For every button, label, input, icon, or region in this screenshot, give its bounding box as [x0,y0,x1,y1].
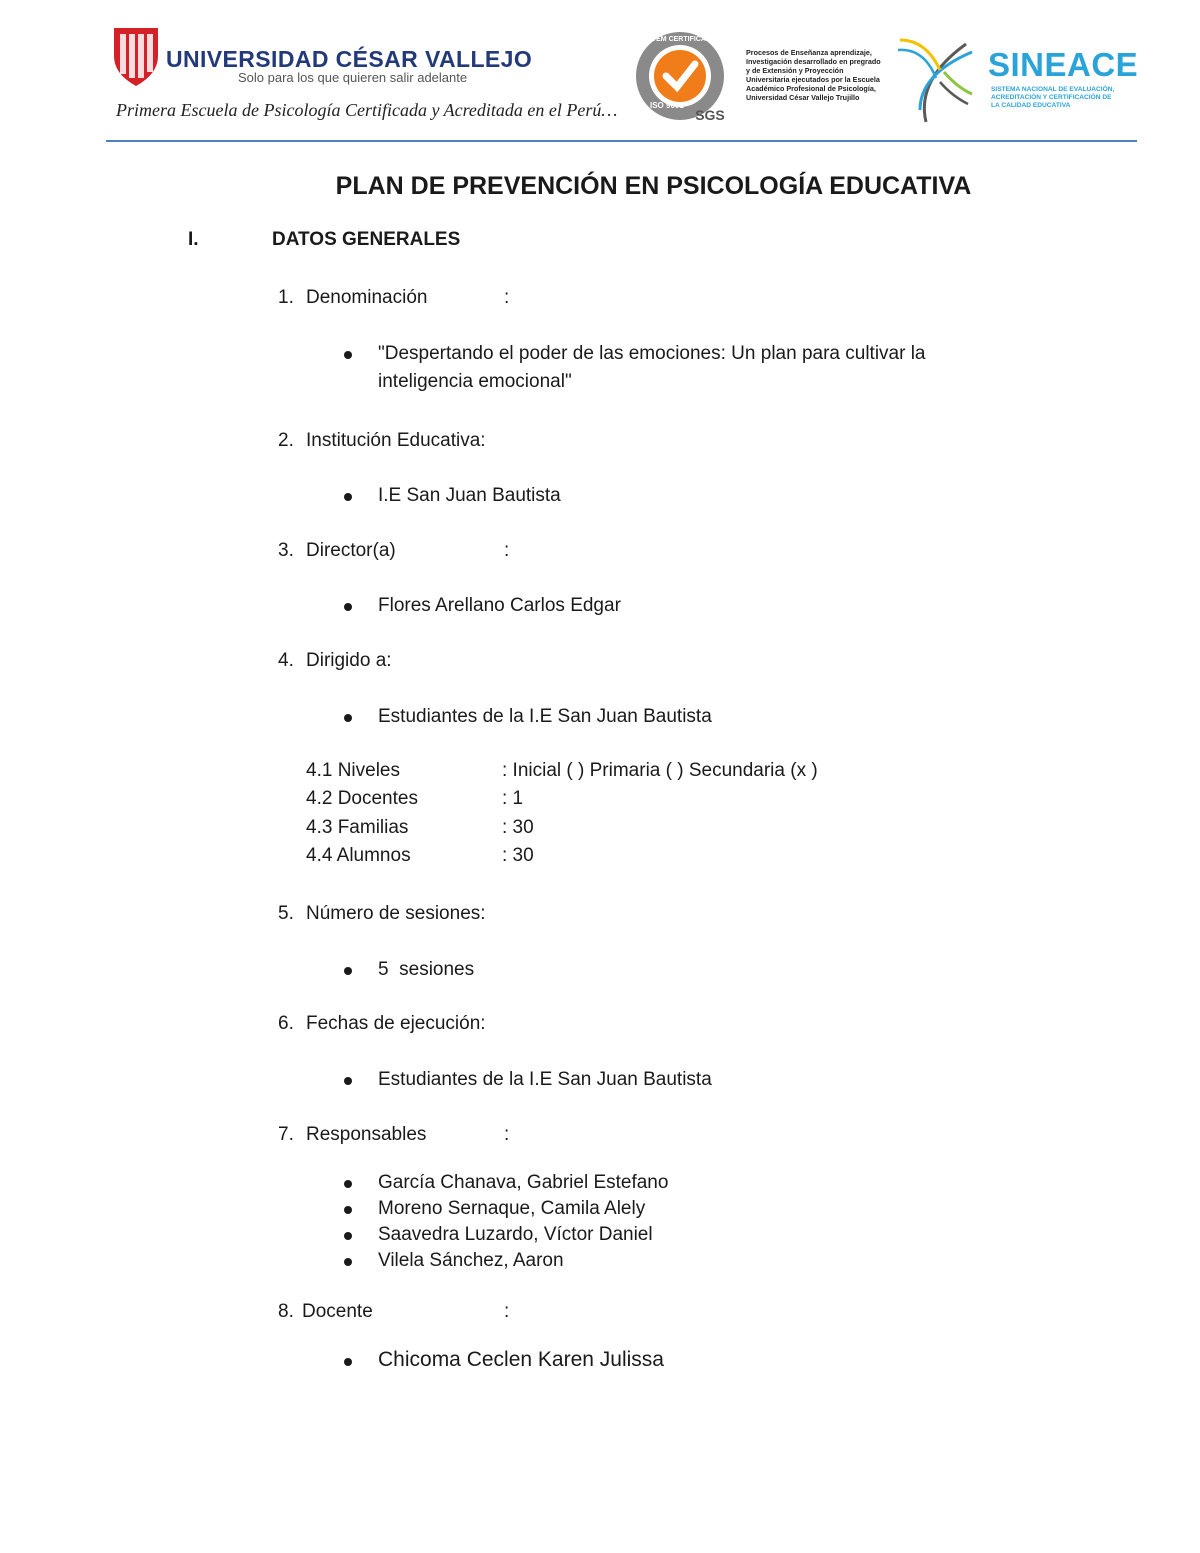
item-label-docente: Docente [302,1301,373,1322]
item-value-fechas: Estudiantes de la I.E San Juan Bautista [378,1069,712,1090]
bullet-icon [344,1180,352,1188]
item-label-responsables: Responsables [306,1124,427,1145]
subitem-value-familias: : 30 [502,817,534,838]
bullet-icon [344,714,352,722]
subitem-label-familias: 4.3 Familias [306,817,409,838]
bullet-icon [344,1206,352,1214]
seal-iso-text: ISO 9001 [650,101,684,110]
item-value-docente: Chicoma Ceclen Karen Julissa [378,1348,664,1371]
certification-description: Procesos de Enseñanza aprendizaje, Investigación desarrollado en pregrado y de Extensión y Proyección Universitaria ejecutados por la Escuela Académico Profesional de Psicología, Universidad César Vallejo Trujillo [746,48,881,102]
subitem-label-docentes: 4.2 Docentes [306,788,418,809]
seal-brand-text: SGS [695,107,725,123]
section-title: DATOS GENERALES [272,229,461,250]
item-number: 7. [278,1124,294,1145]
subitem-value-docentes: : 1 [502,788,524,809]
responsable-name: Moreno Sernaque, Camila Alely [378,1198,646,1219]
item-label-fechas: Fechas de ejecución: [306,1013,486,1034]
item-number: 3. [278,540,294,561]
seal-top-text: SYSTEM CERTIFICATION [637,36,723,43]
sineace-name: SINEACE [988,46,1139,83]
item-number: 8. [278,1301,294,1322]
item-colon: : [504,540,510,561]
item-colon: : [504,287,510,308]
ucv-shield-logo [112,26,160,88]
item-value-dirigido: Estudiantes de la I.E San Juan Bautista [378,706,712,727]
subitem-value-alumnos: : 30 [502,845,534,866]
item-label-dirigido: Dirigido a: [306,650,392,671]
bullet-icon [344,1232,352,1240]
item-value-director: Flores Arellano Carlos Edgar [378,595,621,616]
bullet-icon [344,1258,352,1266]
sineace-bird-logo [896,30,980,126]
item-value-line: inteligencia emocional" [378,371,572,392]
item-label-institucion: Institución Educativa: [306,430,486,451]
item-number: 5. [278,903,294,924]
item-number: 2. [278,430,294,451]
responsable-name: Saavedra Luzardo, Víctor Daniel [378,1224,653,1245]
item-colon: : [504,1124,510,1145]
item-label-director: Director(a) [306,540,396,561]
item-colon: : [504,1301,510,1322]
responsable-name: García Chanava, Gabriel Estefano [378,1172,669,1193]
responsable-name: Vilela Sánchez, Aaron [378,1250,564,1271]
university-name: UNIVERSIDAD CÉSAR VALLEJO [166,46,533,72]
item-value-institucion: I.E San Juan Bautista [378,485,561,506]
section-number: I. [188,229,199,250]
item-value-sesiones: 5 sesiones [378,959,475,980]
subitem-label-niveles: 4.1 Niveles [306,760,400,781]
bullet-icon [344,967,352,975]
bullet-icon [344,351,352,359]
sineace-subtitle: SISTEMA NACIONAL DE EVALUACIÓN, ACREDITACIÓN Y CERTIFICACIÓN DE LA CALIDAD EDUCATIVA [991,86,1115,109]
item-value-line: "Despertando el poder de las emociones: Un plan para cultivar la [378,343,926,364]
university-slogan: Solo para los que quieren salir adelante [238,70,468,85]
header-tagline: Primera Escuela de Psicología Certificada y Acreditada en el Perú… [116,100,618,120]
item-value-denominacion [378,340,926,396]
item-number: 4. [278,650,294,671]
bullet-icon [344,603,352,611]
item-number: 6. [278,1013,294,1034]
subitem-value-niveles: : Inicial ( ) Primaria ( ) Secundaria (x ) [502,760,818,781]
item-number: 1. [278,287,294,308]
item-label-sesiones: Número de sesiones: [306,903,486,924]
sgs-iso-certification-seal [624,28,736,124]
item-label-denominacion: Denominación [306,287,428,308]
header-divider [106,140,1137,142]
subitem-label-alumnos: 4.4 Alumnos [306,845,411,866]
document-title: PLAN DE PREVENCIÓN EN PSICOLOGÍA EDUCATIVA [335,172,972,200]
bullet-icon [344,1077,352,1085]
bullet-icon [344,493,352,501]
bullet-icon [344,1358,352,1366]
